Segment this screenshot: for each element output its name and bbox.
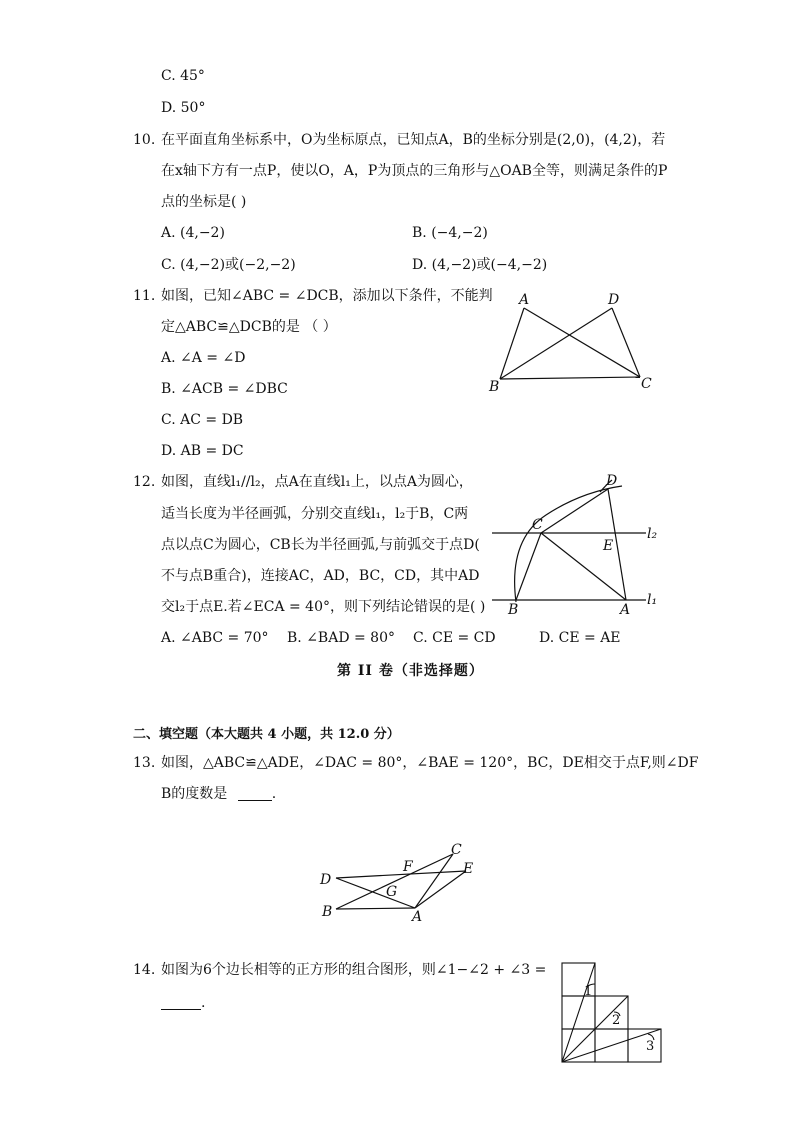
q13-seg-de — [336, 871, 466, 878]
q13-seg-ac — [415, 854, 453, 908]
q11-option-b: B. ∠ACB = ∠DBC — [161, 381, 288, 397]
q11-seg-db — [500, 308, 612, 379]
q12-option-a: A. ∠ABC = 70° — [161, 630, 269, 646]
q11-label-c: C — [641, 376, 652, 392]
q12-label-b: B — [508, 602, 519, 618]
q13-label-a: A — [412, 909, 423, 925]
section2-heading: 二、填空题（本大题共 4 小题，共 12.0 分） — [133, 727, 400, 742]
q13-seg-ae — [415, 871, 466, 908]
q11-seg-ac — [524, 308, 640, 377]
q13-stem-line2-text: B的度数是 — [161, 786, 228, 802]
q12-label-a: A — [620, 602, 631, 618]
q11-seg-bc — [500, 377, 640, 379]
q9-option-d: D. 50° — [161, 100, 206, 116]
q10-stem-line3: 点的坐标是( ) — [161, 194, 247, 210]
q14-stem-line2 — [161, 994, 205, 1012]
q13-label-f: F — [403, 859, 413, 875]
q13-stem-line1: 如图，△ABC≌△ADE，∠DAC = 80°，∠BAE = 120°，BC，DE相交于点F,则∠DF — [161, 755, 699, 771]
q14-figure — [560, 962, 670, 1067]
q13-label-g: G — [386, 884, 398, 900]
q13-number: 13. — [133, 755, 156, 771]
q11-label-a: A — [519, 292, 530, 308]
q14-stem-line1: 如图为6个边长相等的正方形的组合图形，则∠1−∠2 + ∠3 = — [161, 962, 547, 978]
q11-option-a: A. ∠A = ∠D — [161, 350, 246, 366]
q12-stem-line1: 如图，直线l₁//l₂，点A在直线l₁上，以点A为圆心， — [161, 474, 473, 490]
q12-label-d: D — [606, 473, 618, 489]
q9-option-c: C. 45° — [161, 68, 205, 84]
q14-diag-1 — [562, 963, 595, 1062]
q12-stem-line2: 适当长度为半径画弧，分别交直线l₁，l₂于B，C两 — [161, 506, 469, 522]
q10-option-a: A. (4,−2) — [161, 225, 225, 241]
q13-answer-blank[interactable] — [238, 786, 272, 801]
q13-figure — [318, 838, 478, 928]
q12-stem-line5: 交l₂于点E.若∠ECA = 40°，则下列结论错误的是( ) — [161, 599, 486, 615]
q12-option-b: B. ∠BAD = 80° — [287, 630, 395, 646]
q14-angle-label-1: 1 — [584, 984, 593, 999]
q11-stem-line2: 定△ABC≌△DCB的是 （ ） — [161, 319, 337, 335]
q12-label-l2: l₂ — [647, 526, 658, 542]
q12-label-l1: l₁ — [647, 592, 658, 608]
q12-label-e: E — [603, 538, 614, 554]
q10-option-b: B. (−4,−2) — [412, 225, 488, 241]
q13-label-b: B — [322, 904, 333, 920]
q13-label-c: C — [451, 842, 462, 858]
part2-title: 第 II 卷（非选择题） — [337, 663, 484, 679]
q10-stem-line1: 在平面直角坐标系中，O为坐标原点，已知点A，B的坐标分别是(2,0)，(4,2)，若 — [161, 132, 666, 148]
q10-option-d: D. (4,−2)或(−4,−2) — [412, 257, 548, 273]
q10-number: 10. — [133, 132, 156, 148]
q14-answer-blank[interactable] — [161, 995, 201, 1010]
q14-angle-label-2: 2 — [612, 1013, 621, 1028]
q11-label-b: B — [489, 379, 500, 395]
q14-number: 14. — [133, 962, 156, 978]
q11-seg-cd — [612, 308, 640, 377]
q14-period: . — [201, 995, 206, 1011]
q12-option-d: D. CE = AE — [539, 630, 621, 646]
q12-stem-line4: 不与点B重合)，连接AC，AD，BC，CD，其中AD — [161, 568, 480, 584]
q11-number: 11. — [133, 288, 156, 304]
q14-angle-label-3: 3 — [646, 1039, 655, 1054]
q12-label-c: C — [532, 517, 543, 533]
q13-stem-line2 — [161, 785, 276, 803]
q12-option-c: C. CE = CD — [413, 630, 496, 646]
q12-stem-line3: 点以点C为圆心，CB长为半径画弧,与前弧交于点D( — [161, 537, 480, 553]
q13-label-d: D — [320, 872, 332, 888]
q10-option-c: C. (4,−2)或(−2,−2) — [161, 257, 296, 273]
q13-period: . — [271, 786, 277, 802]
q11-stem-line1: 如图，已知∠ABC = ∠DCB，添加以下条件，不能判 — [161, 288, 493, 304]
q11-seg-ab — [500, 308, 524, 379]
q12-seg-ca — [541, 533, 626, 600]
q10-stem-line2: 在x轴下方有一点P，使以O，A，P为顶点的三角形与△OAB全等，则满足条件的P — [161, 163, 668, 179]
q12-figure — [486, 470, 666, 620]
q11-figure — [480, 288, 670, 398]
q12-seg-bc — [516, 533, 541, 600]
q12-seg-cd — [541, 489, 608, 533]
q11-option-d: D. AB = DC — [161, 443, 244, 459]
q13-label-e: E — [463, 861, 474, 877]
q11-label-d: D — [608, 292, 620, 308]
q11-option-c: C. AC = DB — [161, 412, 244, 428]
q13-seg-ba — [336, 908, 415, 909]
q12-number: 12. — [133, 474, 156, 490]
